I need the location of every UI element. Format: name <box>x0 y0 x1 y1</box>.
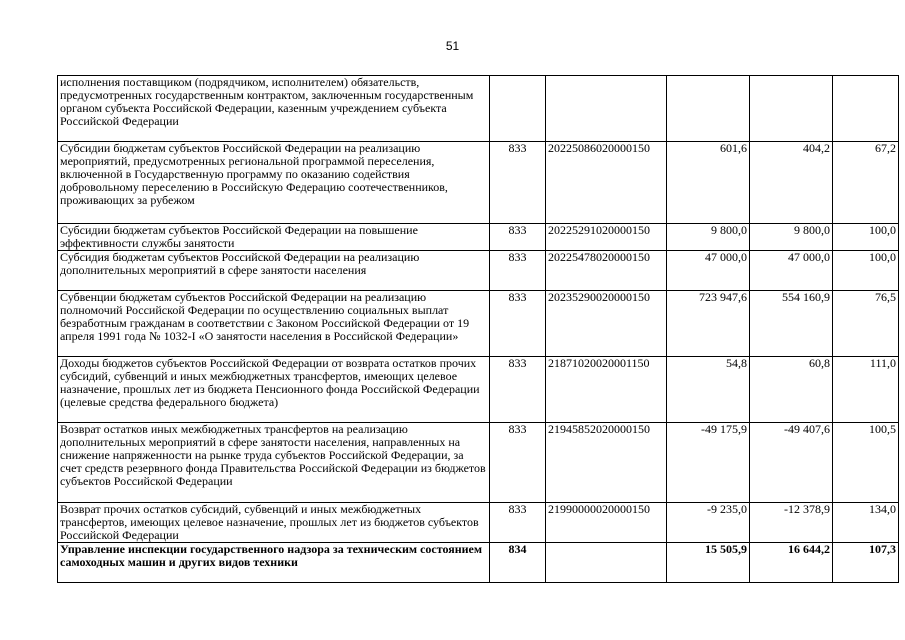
actual-amount-cell: -49 407,6 <box>750 423 833 503</box>
percent-cell: 107,3 <box>833 543 899 583</box>
description-cell: Управление инспекции государственного надзора за техническим состоянием самоходных машин и других видов техники <box>58 543 490 583</box>
admin-code-cell: 833 <box>490 251 546 291</box>
plan-amount-cell: 54,8 <box>667 357 750 423</box>
description-cell: Субвенции бюджетам субъектов Российской Федерации на реализацию полномочий Российской Федерации по осуществлению социальных выплат безработным гражданам в соответствии с Законом Российской Федерации от 19 апреля 1991 года № 1032-I «О занятости населения в Российской Федерации» <box>58 291 490 357</box>
plan-amount-cell: 723 947,6 <box>667 291 750 357</box>
budget-code-cell <box>546 76 667 142</box>
plan-amount-cell: 15 505,9 <box>667 543 750 583</box>
description-cell: Субсидия бюджетам субъектов Российской Федерации на реализацию дополнительных мероприятий в сфере занятости населения <box>58 251 490 291</box>
plan-amount-cell: -9 235,0 <box>667 503 750 543</box>
plan-amount-cell: 47 000,0 <box>667 251 750 291</box>
percent-cell: 111,0 <box>833 357 899 423</box>
percent-cell: 134,0 <box>833 503 899 543</box>
page-number: 51 <box>445 39 460 53</box>
percent-cell: 100,5 <box>833 423 899 503</box>
admin-code-cell: 833 <box>490 357 546 423</box>
description-cell: Возврат прочих остатков субсидий, субвенций и иных межбюджетных трансфертов, имеющих целевое назначение, прошлых лет из бюджетов субъектов Российской Федерации <box>58 503 490 543</box>
table-row <box>58 142 899 224</box>
actual-amount-cell: 16 644,2 <box>750 543 833 583</box>
actual-amount-cell: 60,8 <box>750 357 833 423</box>
description-cell: исполнения поставщиком (подрядчиком, исполнителем) обязательств, предусмотренных государственным контрактом, заключенным государственным органом субъекта Российской Федерации, казенным учреждением субъекта Российской Федерации <box>58 76 490 142</box>
budget-code-cell: 20225291020000150 <box>546 224 667 251</box>
plan-amount-cell: -49 175,9 <box>667 423 750 503</box>
admin-code-cell: 834 <box>490 543 546 583</box>
admin-code-cell: 833 <box>490 423 546 503</box>
budget-code-cell: 20225086020000150 <box>546 142 667 224</box>
description-cell: Возврат остатков иных межбюджетных трансфертов на реализацию дополнительных мероприятий в сфере занятости населения, направленных на снижение напряженности на рынке труда субъектов Российской Федерации, за счет средств резервного фонда Правительства Российской Федерации из бюджетов субъектов Российской Федерации <box>58 423 490 503</box>
admin-code-cell: 833 <box>490 503 546 543</box>
table-row <box>58 251 899 291</box>
table-body <box>58 76 899 583</box>
plan-amount-cell: 601,6 <box>667 142 750 224</box>
budget-code-cell: 20235290020000150 <box>546 291 667 357</box>
plan-amount-cell: 9 800,0 <box>667 224 750 251</box>
description-cell: Доходы бюджетов субъектов Российской Федерации от возврата остатков прочих субсидий, субвенций и иных межбюджетных трансфертов, имеющих целевое назначение, прошлых лет из бюджета Пенсионного фонда Российской Федерации (целевые средства федерального бюджета) <box>58 357 490 423</box>
description-cell: Субсидии бюджетам субъектов Российской Федерации на реализацию мероприятий, предусмотренных региональной программой переселения, включенной в Государственную программу по оказанию содействия добровольному переселению в Российскую Федерацию соотечественников, проживающих за рубежом <box>58 142 490 224</box>
actual-amount-cell: 554 160,9 <box>750 291 833 357</box>
percent-cell: 100,0 <box>833 224 899 251</box>
actual-amount-cell: 9 800,0 <box>750 224 833 251</box>
table-row <box>58 503 899 543</box>
budget-code-cell: 21871020020001150 <box>546 357 667 423</box>
table-row <box>58 291 899 357</box>
actual-amount-cell: 47 000,0 <box>750 251 833 291</box>
admin-code-cell: 833 <box>490 291 546 357</box>
percent-cell: 67,2 <box>833 142 899 224</box>
admin-code-cell: 833 <box>490 142 546 224</box>
budget-code-cell: 21990000020000150 <box>546 503 667 543</box>
actual-amount-cell: -12 378,9 <box>750 503 833 543</box>
admin-code-cell: 833 <box>490 224 546 251</box>
budget-code-cell <box>546 543 667 583</box>
actual-amount-cell <box>750 76 833 142</box>
admin-code-cell <box>490 76 546 142</box>
table-row <box>58 357 899 423</box>
budget-table <box>57 75 899 583</box>
actual-amount-cell: 404,2 <box>750 142 833 224</box>
plan-amount-cell <box>667 76 750 142</box>
percent-cell <box>833 76 899 142</box>
table-row <box>58 76 899 142</box>
budget-code-cell: 21945852020000150 <box>546 423 667 503</box>
budget-code-cell: 20225478020000150 <box>546 251 667 291</box>
table-row <box>58 423 899 503</box>
table-row <box>58 224 899 251</box>
percent-cell: 76,5 <box>833 291 899 357</box>
percent-cell: 100,0 <box>833 251 899 291</box>
description-cell: Субсидии бюджетам субъектов Российской Федерации на повышение эффективности службы занятости <box>58 224 490 251</box>
table-row <box>58 543 899 583</box>
